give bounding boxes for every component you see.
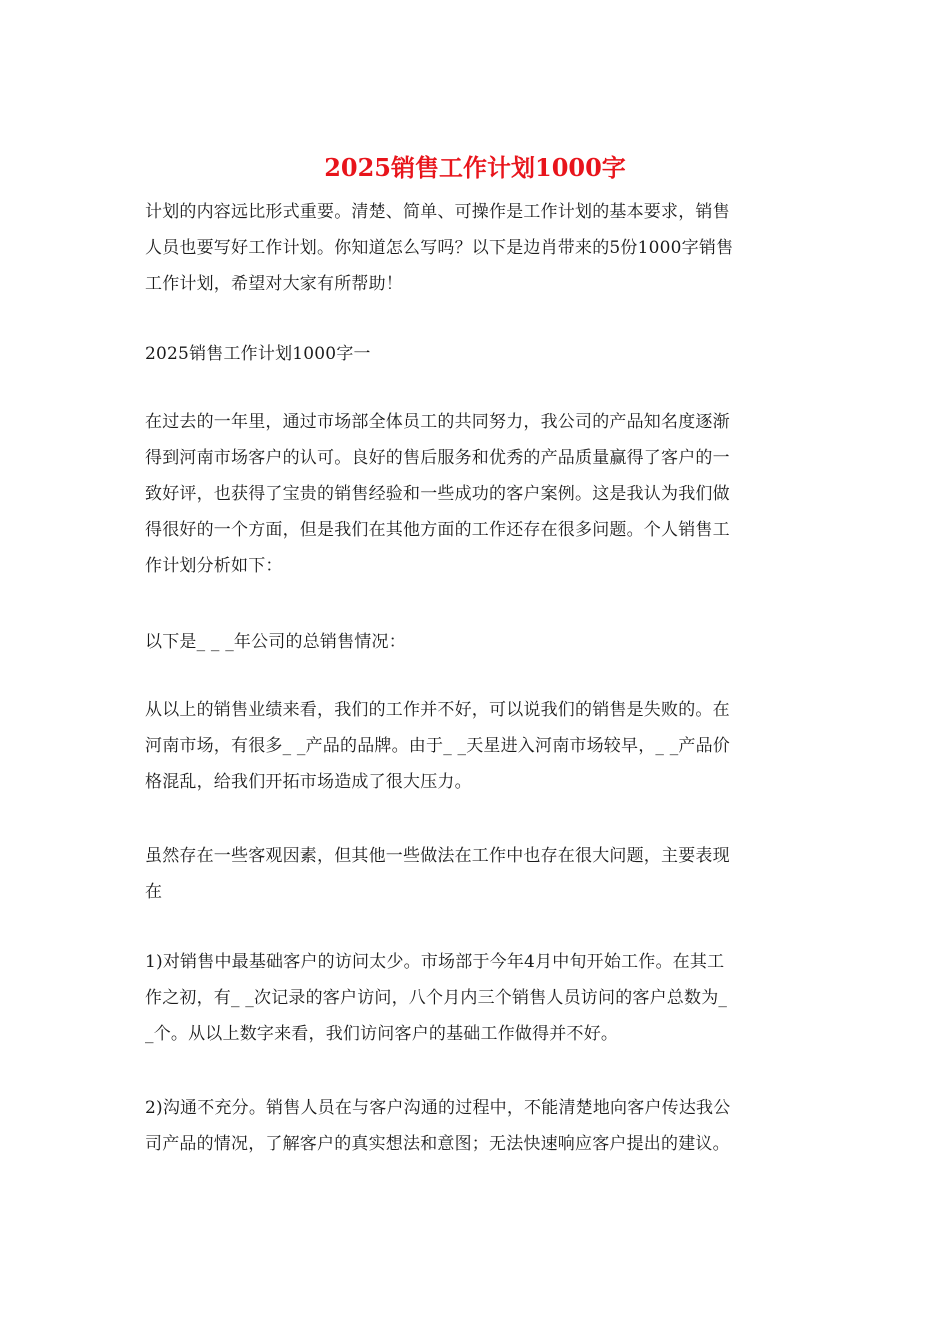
paragraph-2 [145, 624, 807, 660]
text-line: 1)对销售中最基础客户的访问太少。市场部于今年4月中旬开始工作。在其工 [145, 952, 725, 972]
intro-paragraph [145, 194, 807, 302]
text-line: 计划的内容远比形式重要。清楚、简单、可操作是工作计划的基本要求，销售 [145, 202, 730, 222]
text-line: 虽然存在一些客观因素，但其他一些做法在工作中也存在很大问题，主要表现 [145, 846, 730, 866]
document-title: 2025销售工作计划1000字 [324, 153, 626, 182]
text-line: 致好评，也获得了宝贵的销售经验和一些成功的客户案例。这是我认为我们做 [145, 484, 730, 504]
paragraph-6 [145, 1090, 807, 1162]
paragraph-5 [145, 944, 807, 1052]
text-line: 得很好的一个方面，但是我们在其他方面的工作还存在很多问题。个人销售工 [145, 520, 730, 540]
text-line: 2)沟通不充分。销售人员在与客户沟通的过程中，不能清楚地向客户传达我公 [145, 1098, 731, 1118]
text-line: 作之初，有_ _次记录的客户访问，八个月内三个销售人员访问的客户总数为_ [145, 988, 728, 1008]
text-line: _个。从以上数字来看，我们访问客户的基础工作做得并不好。 [145, 1024, 619, 1044]
text-line: 河南市场，有很多_ _产品的品牌。由于_ _天星进入河南市场较早，_ _产品价 [145, 736, 731, 756]
text-line: 2025销售工作计划1000字一 [145, 344, 371, 364]
paragraph-3 [145, 692, 807, 800]
text-line: 格混乱，给我们开拓市场造成了很大压力。 [145, 772, 472, 792]
text-line: 司产品的情况，了解客户的真实想法和意图；无法快速响应客户提出的建议。 [145, 1134, 730, 1154]
text-line: 在过去的一年里，通过市场部全体员工的共同努力，我公司的产品知名度逐渐 [145, 412, 730, 432]
paragraph-4 [145, 838, 807, 910]
text-line: 人员也要写好工作计划。你知道怎么写吗？以下是边肖带来的5份1000字销售 [145, 238, 734, 258]
text-line: 在 [145, 882, 163, 902]
text-line: 作计划分析如下： [145, 556, 283, 576]
section-heading [145, 336, 807, 372]
paragraph-1 [145, 404, 807, 584]
text-line: 以下是_ _ _年公司的总销售情况： [145, 632, 406, 652]
text-line: 工作计划，希望对大家有所帮助！ [145, 274, 403, 294]
text-line: 从以上的销售业绩来看，我们的工作并不好，可以说我们的销售是失败的。在 [145, 700, 730, 720]
text-line: 得到河南市场客户的认可。良好的售后服务和优秀的产品质量赢得了客户的一 [145, 448, 730, 468]
